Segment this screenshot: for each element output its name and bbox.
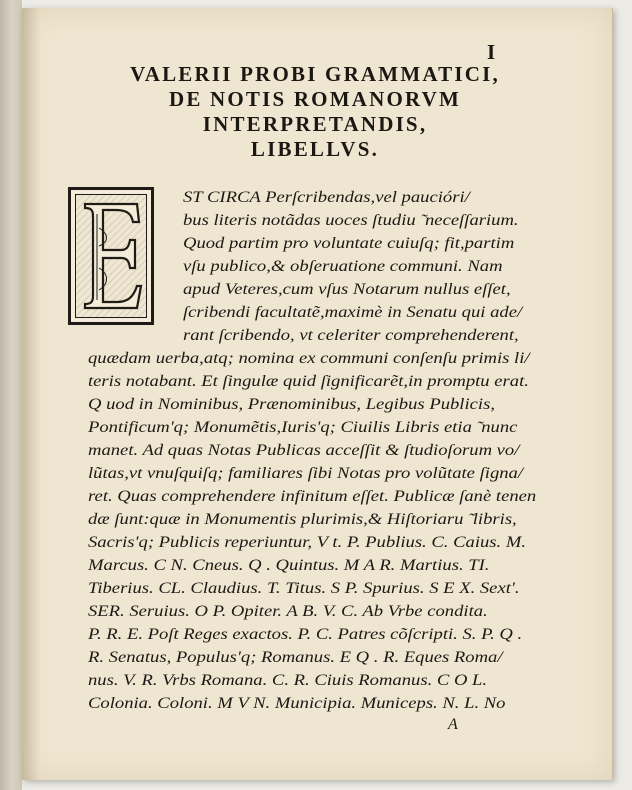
text-line: Quod partim pro voluntate cuiuſq; fit,partim xyxy=(183,234,515,252)
text-line: Colonia. Coloni. M V N. Municipia. Municeps. N. L. No xyxy=(88,694,506,712)
text-line: SER. Seruius. O P. Opiter. A B. V. C. Ab Vrbe condita. xyxy=(88,602,488,620)
text-line: vſu publico,& obſeruatione communi. Nam xyxy=(183,257,503,275)
text-line: Q uod in Nominibus, Prænominibus, Legibus Publicis, xyxy=(88,395,495,413)
text-line: Tiberius. CL. Claudius. T. Titus. S P. Spurius. S E X. Sext'. xyxy=(88,579,520,597)
text-line: Sacris'q; Publicis reperiuntur, V t. P. Publius. C. Caius. M. xyxy=(88,533,527,551)
text-line: quædam uerba,atq; nomina ex communi conſenſu primis li/ xyxy=(88,349,530,367)
text-line: apud Veteres,cum vſus Notarum nullus eſſet, xyxy=(183,280,511,298)
text-line: R. Senatus, Populus'q; Romanus. E Q . R. Eques Roma/ xyxy=(88,648,503,666)
page-number: I xyxy=(487,40,496,64)
text-line: nus. V. R. Vrbs Romana. C. R. Ciuis Romanus. C O L. xyxy=(88,671,488,689)
text-line: Marcus. C N. Cneus. Q . Quintus. M A R. Martius. TI. xyxy=(88,556,490,574)
text-line: teris notabant. Et ſingulæ quid ſignificarẽt,in promptu erat. xyxy=(88,372,529,390)
text-line: Pontificum'q; Monumẽtis,Iuris'q; Ciuilis Libris etia ̃ nunc xyxy=(88,418,518,436)
text-line: rant ſcribendo, vt celeriter comprehenderent, xyxy=(183,326,519,344)
text-line: ST CIRCA Perſcribendas,vel paucióri/ xyxy=(183,188,470,206)
text-line: ret. Quas comprehendere infinitum eſſet. Publicæ ſanè tenen xyxy=(88,487,537,505)
title-line-3: INTERPRETANDIS, xyxy=(202,112,428,136)
title-line-1: VALERII PROBI GRAMMATICI, xyxy=(130,62,500,86)
text-line: ſcribendi facultatẽ,maximè in Senatu qui ade/ xyxy=(183,303,523,321)
title-line-4: LIBELLVS. xyxy=(250,137,380,161)
text-line: lũtas,vt vnuſquiſq; familiares ſibi Notas pro volũtate ſigna/ xyxy=(88,464,524,482)
catchword: A xyxy=(448,716,458,733)
text-line: bus literis notãdas uoces ſtudiu ̃ neceſſarium. xyxy=(183,211,519,229)
text-line: manet. Ad quas Notas Publicas acceſſit & ſtudioſorum vo/ xyxy=(88,441,520,459)
text-line: dæ ſunt:quæ in Monumentis plurimis,& Hiſtoriaru ̃ libris, xyxy=(88,510,517,528)
title-line-2: DE NOTIS ROMANORVM xyxy=(168,87,462,111)
text-line: P. R. E. Poſt Reges exactos. P. C. Patres cõſcripti. S. P. Q . xyxy=(88,625,523,643)
